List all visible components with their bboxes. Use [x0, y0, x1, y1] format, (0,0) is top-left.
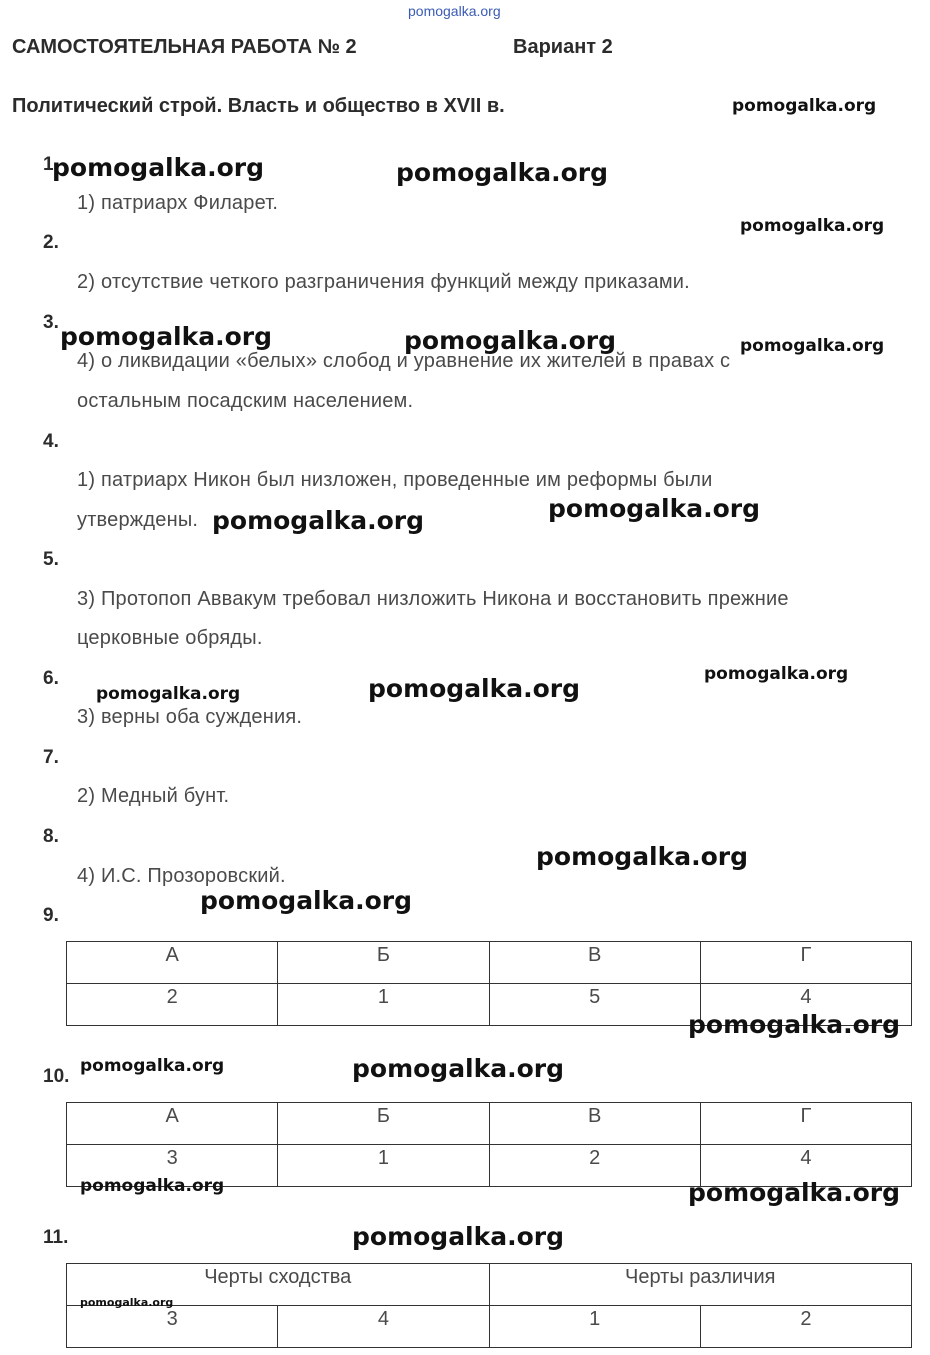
watermark: pomogalka.org: [80, 1056, 225, 1076]
answer-text: 3) верны оба суждения.: [77, 706, 303, 728]
table-value-cell: 2: [67, 984, 278, 1026]
watermark: pomogalka.org: [404, 326, 617, 355]
watermark: pomogalka.org: [740, 336, 885, 356]
table-value-cell: 4: [278, 1306, 489, 1348]
answer-text: 2) отсутствие четкого разграничения функций между приказами.: [77, 271, 690, 293]
watermark: pomogalka.org: [52, 153, 265, 182]
table-header-cell: Черты различия: [489, 1264, 912, 1306]
watermark: pomogalka.org: [688, 1178, 901, 1207]
table-header-cell: Черты сходства: [67, 1264, 490, 1306]
question-number: 3.: [43, 312, 59, 333]
table-header-cell: А: [67, 1103, 278, 1145]
answer-table-11: [66, 1263, 912, 1348]
site-top-label: pomogalka.org: [408, 3, 501, 19]
watermark: pomogalka.org: [740, 216, 885, 236]
variant-label: Вариант 2: [513, 36, 613, 58]
table-value-cell: 3: [67, 1145, 278, 1187]
answer-text: 1) патриарх Филарет.: [77, 192, 279, 214]
question-number: 9.: [43, 905, 59, 926]
table-header-cell: Г: [700, 1103, 911, 1145]
topic-title: Политический строй. Власть и общество в XVII в.: [12, 95, 505, 117]
question-number: 1: [43, 154, 54, 175]
table-value-cell: 5: [489, 984, 700, 1026]
answer-text: церковные обряды.: [77, 627, 263, 649]
table-value-cell: 3: [67, 1306, 278, 1348]
question-number: 6.: [43, 668, 59, 689]
table-value-cell: 4: [700, 984, 911, 1026]
watermark: pomogalka.org: [80, 1296, 174, 1309]
answer-text: остальным посадским населением.: [77, 390, 414, 412]
watermark: pomogalka.org: [688, 1010, 901, 1039]
question-number: 10.: [43, 1066, 70, 1087]
watermark: pomogalka.org: [352, 1222, 565, 1251]
question-number: 8.: [43, 826, 59, 847]
table-header-cell: Б: [278, 942, 489, 984]
watermark: pomogalka.org: [704, 664, 849, 684]
table-value-cell: 2: [489, 1145, 700, 1187]
question-number: 11.: [43, 1227, 69, 1248]
question-number: 2.: [43, 232, 59, 253]
table-value-cell: 1: [278, 984, 489, 1026]
table-value-cell: 1: [278, 1145, 489, 1187]
watermark: pomogalka.org: [368, 674, 581, 703]
watermark: pomogalka.org: [96, 684, 241, 704]
answer-text: 4) И.С. Прозоровский.: [77, 865, 286, 887]
table-header-cell: В: [489, 942, 700, 984]
answer-text: 1) патриарх Никон был низложен, проведенные им реформы были: [77, 469, 713, 491]
watermark: pomogalka.org: [548, 494, 761, 523]
watermark: pomogalka.org: [200, 886, 413, 915]
watermark: pomogalka.org: [396, 158, 609, 187]
answer-text: 4) о ликвидации «белых» слобод и уравнение их жителей в правах с: [77, 350, 731, 372]
watermark: pomogalka.org: [212, 506, 425, 535]
question-number: 7.: [43, 747, 59, 768]
answer-table-10: [66, 1102, 912, 1187]
question-number: 4.: [43, 431, 59, 452]
watermark: pomogalka.org: [536, 842, 749, 871]
question-number: 5.: [43, 549, 59, 570]
table-value-cell: 4: [700, 1145, 911, 1187]
table-header-cell: А: [67, 942, 278, 984]
table-header-cell: В: [489, 1103, 700, 1145]
table-value-cell: 1: [489, 1306, 700, 1348]
watermark: pomogalka.org: [732, 96, 877, 116]
watermark: pomogalka.org: [80, 1176, 225, 1196]
table-header-cell: Б: [278, 1103, 489, 1145]
table-header-cell: Г: [700, 942, 911, 984]
answer-text: утверждены.: [77, 509, 199, 531]
work-title: САМОСТОЯТЕЛЬНАЯ РАБОТА № 2: [12, 36, 357, 58]
table-value-cell: 2: [700, 1306, 911, 1348]
watermark: pomogalka.org: [60, 322, 273, 351]
watermark: pomogalka.org: [352, 1054, 565, 1083]
answer-text: 2) Медный бунт.: [77, 785, 230, 807]
answer-text: 3) Протопоп Аввакум требовал низложить Никона и восстановить прежние: [77, 588, 789, 610]
